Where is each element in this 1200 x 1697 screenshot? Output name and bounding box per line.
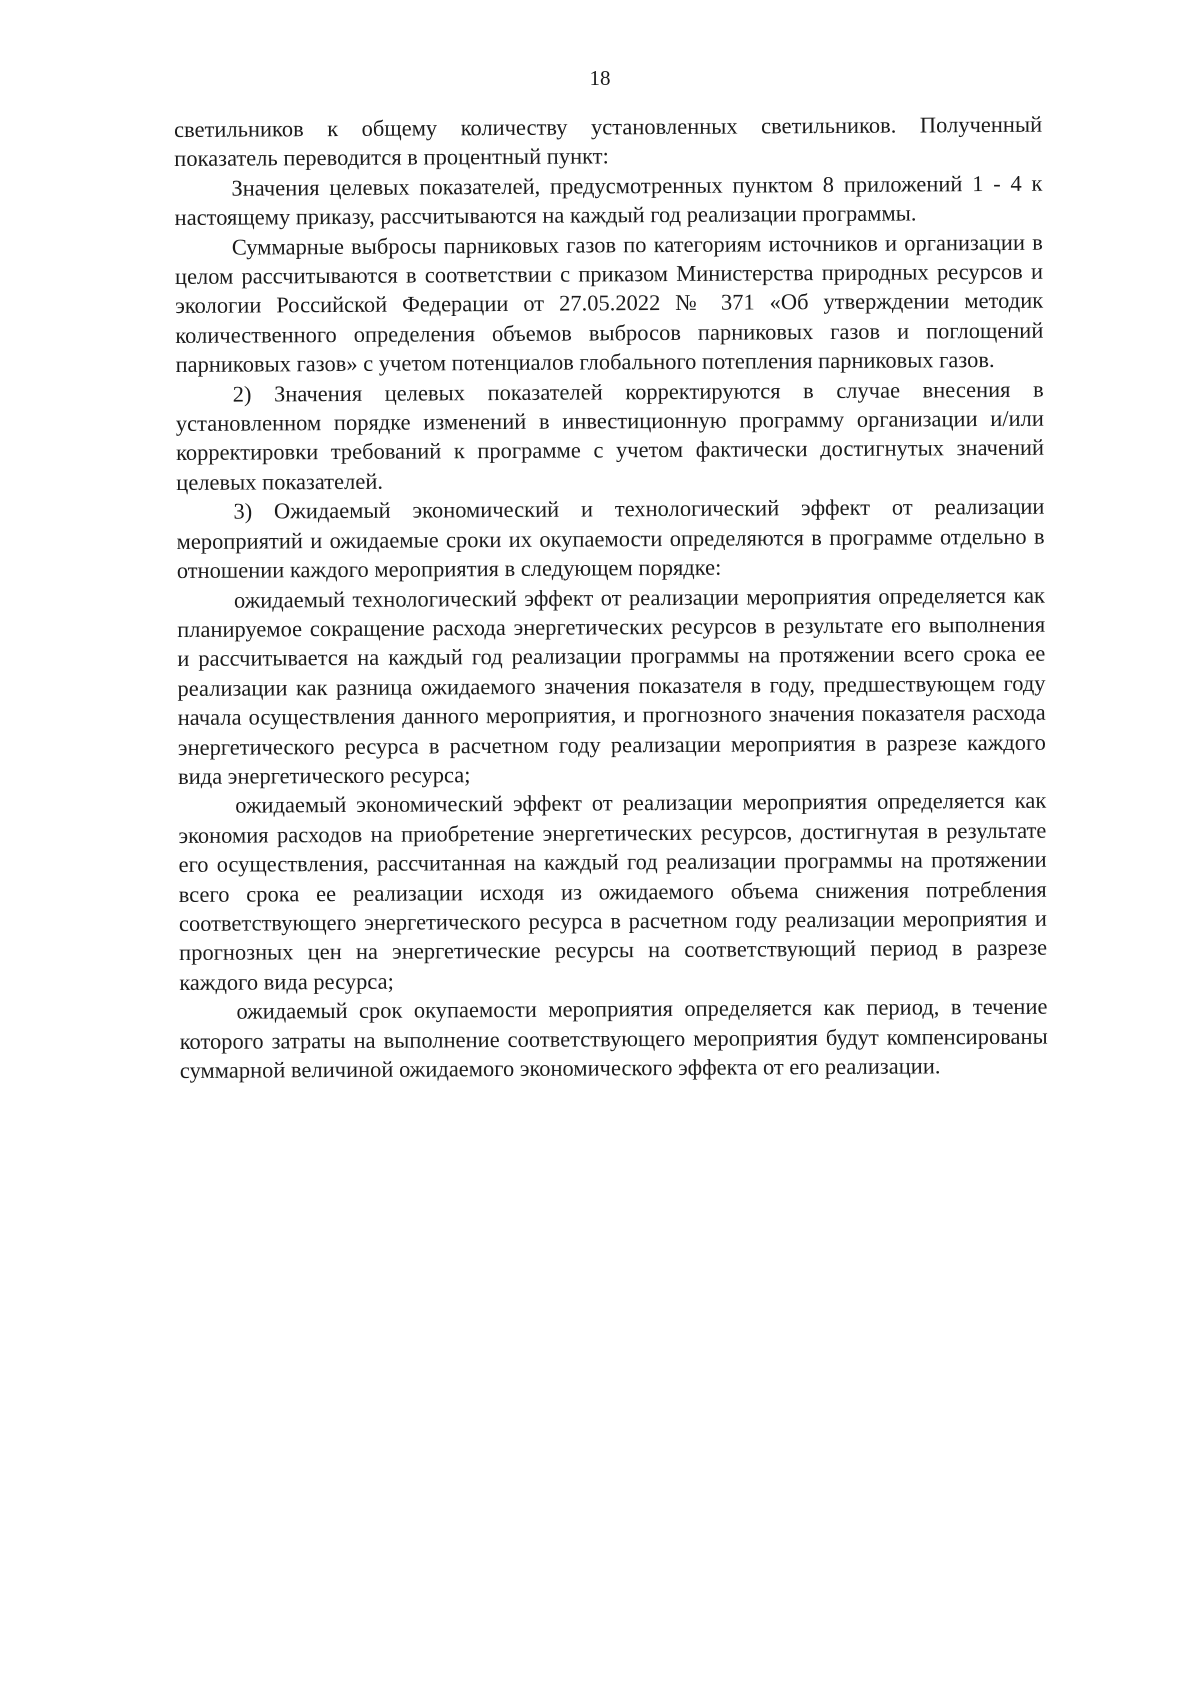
page-number: 18 xyxy=(589,66,611,90)
paragraph-economic-effect: ожидаемый экономический эффект от реализации мероприятия определяется как экономия расходов на приобретение энергетических ресурсов, достигнутая в результате его осуществления, рассчитанная на каждый год реализации программы на протяжении всего срока ее реализации исходя из ожидаемого объема снижения потребления соответствующего энергетического ресурса в расчетном году реализации мероприятия и прогнозных цен на энергетические ресурсы на соответствующий период в разрезе каждого вида ресурса; xyxy=(178,788,1048,995)
paragraph-target-values: Значения целевых показателей, предусмотренных пунктом 8 приложений 1 - 4 к настоящему приказу, рассчитываются на каждый год реализации программы. xyxy=(174,170,1043,231)
document-body xyxy=(174,110,1048,1086)
paragraph-item-2: 2) Значения целевых показателей корректируются в случае внесения в установленном порядке изменений в инвестиционную программу организации и/или корректировки требований к программе с учетом фактически достигнутых значений целевых показателей. xyxy=(175,376,1045,495)
paragraph-continuation: светильников к общему количеству установленных светильников. Полученный показатель переводится в процентный пункт: xyxy=(174,111,1043,172)
paragraph-technological-effect: ожидаемый технологический эффект от реализации мероприятия определяется как планируемое сокращение расхода энергетических ресурсов в результате его выполнения и рассчитывается на каждый год реализации программы на протяжении всего срока ее реализации как разница ожидаемого значения показателя в году, предшествующем году начала осуществления данного мероприятия, и прогнозного значения показателя расхода энергетического ресурса в расчетном году реализации мероприятия в разрезе каждого вида энергетического ресурса; xyxy=(177,582,1046,789)
paragraph-greenhouse-emissions: Суммарные выбросы парниковых газов по категориям источников и организации в целом рассчитываются в соответствии с приказом Министерства природных ресурсов и экологии Российской Федерации от 27.05.2022 № 371 «Об утверждении методик количественного определения объемов выбросов парниковых газов и поглощений парниковых газов» с учетом потенциалов глобального потепления парниковых газов. xyxy=(174,229,1044,378)
paragraph-item-3: 3) Ожидаемый экономический и технологический эффект от реализации мероприятий и ожидаемые сроки их окупаемости определяются в программе отдельно в отношении каждого мероприятия в следующем порядке: xyxy=(176,493,1045,584)
paragraph-payback-period: ожидаемый срок окупаемости мероприятия определяется как период, в течение которого затраты на выполнение соответствующего мероприятия будут компенсированы суммарной величиной ожидаемого экономического эффекта от его реализации. xyxy=(179,993,1048,1083)
